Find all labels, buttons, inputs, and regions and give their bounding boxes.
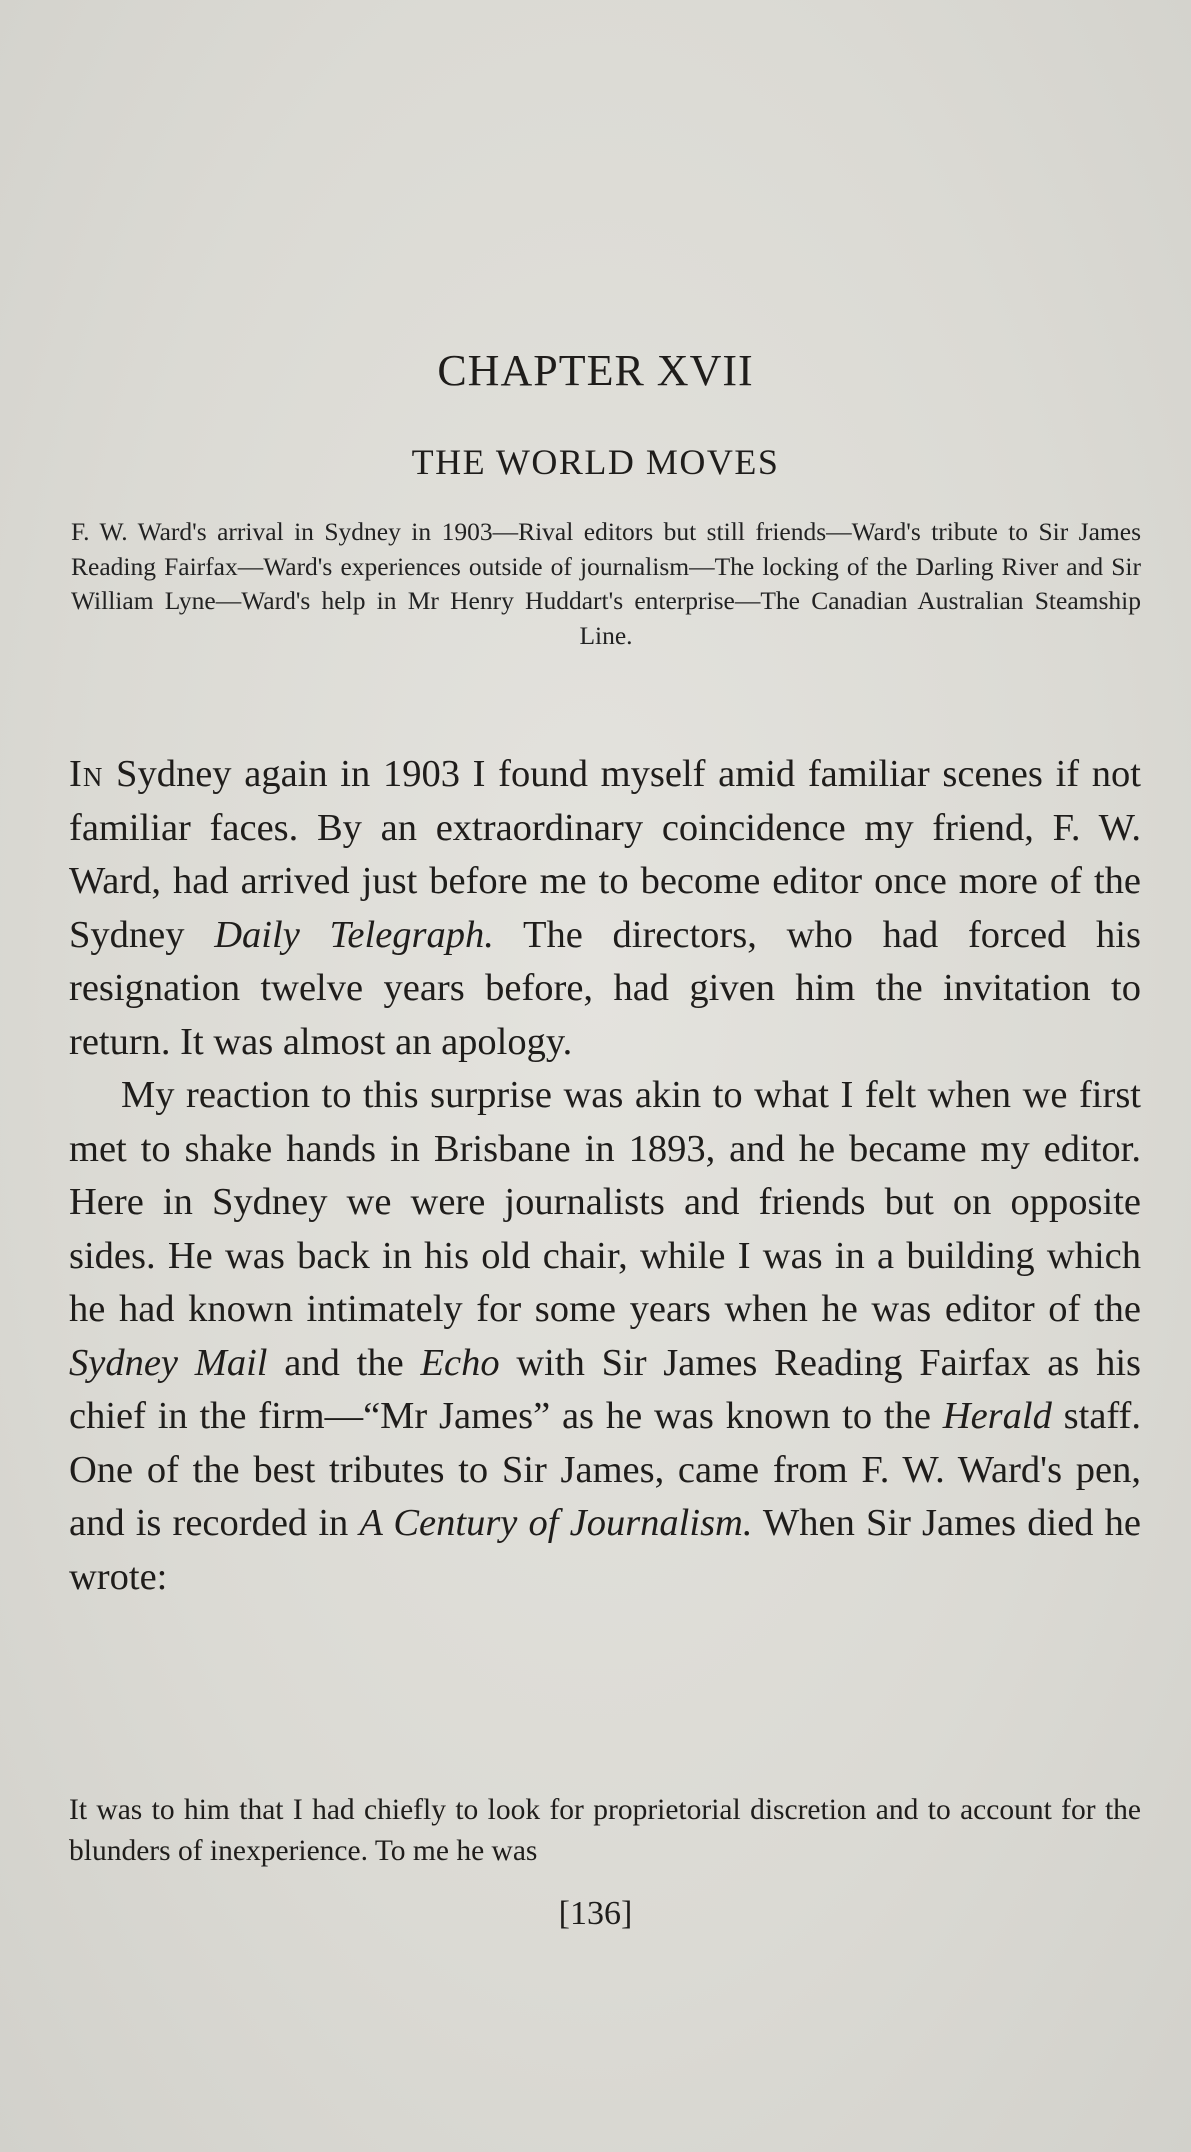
quote-text: It was to him that I had chiefly to look for proprietorial discretion and to account for the blunders of inexperience. To me he was bbox=[69, 1794, 1141, 1867]
drop-word: In bbox=[69, 753, 104, 795]
paragraph-2 bbox=[69, 1069, 1141, 1604]
block-quote bbox=[69, 1790, 1141, 1872]
text-segment: Sydney again in 1903 I found myself amid familiar scenes if not familiar faces. By an extraordinary coincidence my friend, F. W. Ward, had arrived just before me to become editor once more of the Sydney bbox=[69, 753, 1141, 956]
text-segment: When Sir James died he wrote: bbox=[69, 1502, 1142, 1598]
italic-title: Daily Telegraph. bbox=[214, 913, 494, 956]
italic-title: Herald bbox=[942, 1395, 1052, 1437]
body-text bbox=[69, 748, 1141, 1604]
text-segment: The directors, who had forced his resignation twelve years before, had given him the invitation to return. It was almost an apology. bbox=[69, 913, 1141, 1063]
chapter-number: CHAPTER XVII bbox=[437, 346, 754, 395]
chapter-title: THE WORLD MOVES bbox=[411, 442, 780, 482]
text-segment: with Sir James Reading Fairfax as his chief in the firm—“Mr James” as he was known to the bbox=[69, 1341, 1141, 1437]
text-segment: and the bbox=[267, 1341, 421, 1384]
page-number: [136] bbox=[558, 1895, 633, 1932]
italic-title: Sydney Mail bbox=[69, 1341, 268, 1384]
text-segment: staff. One of the best tributes to Sir James, came from F. W. Ward's pen, and is recorded in bbox=[69, 1395, 1141, 1544]
chapter-synopsis: F. W. Ward's arrival in Sydney in 1903—Rival editors but still friends—Ward's tribute to Sir James Reading Fairfax—Ward's experiences outside of journalism—The locking of the Darling River and Sir William Lyne—Ward's help in Mr Henry Huddart's enterprise—The Canadian Australian Steamship Line. bbox=[71, 517, 1141, 650]
italic-title: Echo bbox=[420, 1341, 500, 1384]
paragraph-1 bbox=[69, 748, 1141, 1069]
text-segment: My reaction to this surprise was akin to what I felt when we first met to shake hands in Brisbane in 1893, and he became my editor. Here in Sydney we were journalists and friends but on opposite sides. He was back in his old chair, while I was in a building which he had known intimately for some years when he was editor of the bbox=[69, 1074, 1141, 1330]
italic-title: A Century of Journalism. bbox=[359, 1502, 753, 1544]
